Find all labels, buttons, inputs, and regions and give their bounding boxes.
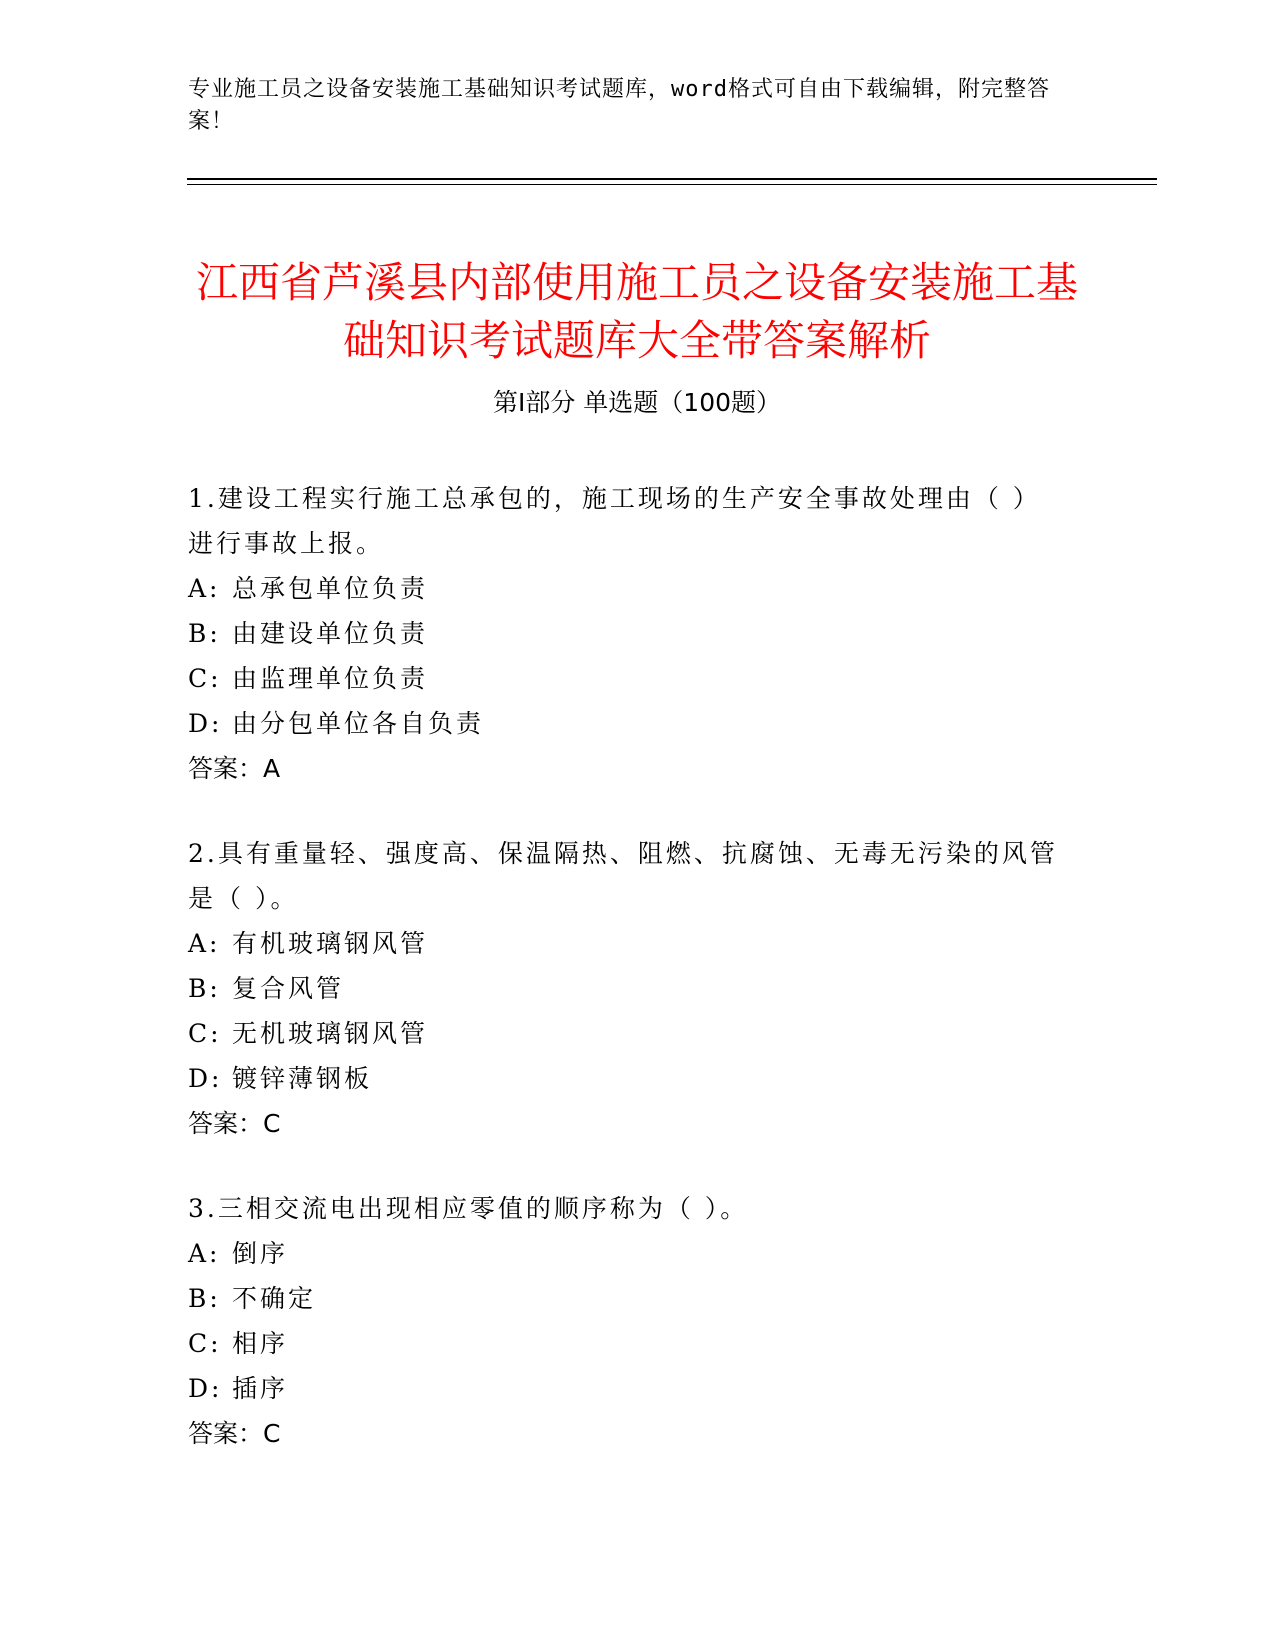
section-title: 第Ⅰ部分 单选题（100题）	[492, 388, 782, 417]
option-text: 有机玻璃钢风管	[232, 929, 429, 958]
option-c	[188, 1321, 1068, 1366]
option-c	[188, 1011, 1068, 1056]
option-b	[188, 1276, 1068, 1321]
question-stem: 3.三相交流电出现相应零值的顺序称为（ ）。	[188, 1194, 749, 1223]
option-letter: A:	[188, 1239, 221, 1268]
option-b	[188, 611, 1068, 656]
option-text: 相序	[232, 1329, 289, 1358]
option-d	[188, 1366, 1068, 1411]
option-text: 总承包单位负责	[232, 574, 429, 603]
answer-line: 答案：C	[188, 1109, 281, 1138]
option-a	[188, 1231, 1068, 1276]
question-list	[188, 476, 1068, 1496]
question-stem: 1.建设工程实行施工总承包的，施工现场的生产安全事故处理由（ ）进行事故上报。	[188, 484, 1041, 558]
option-letter: A:	[188, 929, 221, 958]
question-1	[188, 476, 1068, 791]
option-d	[188, 1056, 1068, 1101]
option-c	[188, 656, 1068, 701]
header-divider-thick	[187, 178, 1157, 180]
option-text: 倒序	[232, 1239, 289, 1268]
option-letter: B:	[188, 619, 221, 648]
option-letter: C:	[188, 1329, 222, 1358]
option-text: 复合风管	[232, 974, 345, 1003]
option-d	[188, 701, 1068, 746]
answer-line: 答案：C	[188, 1419, 281, 1448]
option-text: 由监理单位负责	[232, 664, 429, 693]
option-text: 插序	[232, 1374, 289, 1403]
option-letter: D:	[188, 1374, 223, 1403]
option-letter: D:	[188, 1064, 223, 1093]
option-a	[188, 921, 1068, 966]
header-divider-thin	[187, 184, 1157, 185]
option-letter: B:	[188, 974, 221, 1003]
option-letter: A:	[188, 574, 221, 603]
option-text: 镀锌薄钢板	[232, 1064, 373, 1093]
option-text: 无机玻璃钢风管	[232, 1019, 429, 1048]
question-2	[188, 831, 1068, 1146]
option-text: 由建设单位负责	[232, 619, 429, 648]
option-letter: D:	[188, 709, 223, 738]
question-3	[188, 1186, 1068, 1456]
option-text: 由分包单位各自负责	[232, 709, 485, 738]
option-text: 不确定	[232, 1284, 317, 1313]
option-letter: C:	[188, 1019, 222, 1048]
option-a	[188, 566, 1068, 611]
answer-line: 答案：A	[188, 754, 281, 783]
header-note: 专业施工员之设备安装施工基础知识考试题库，word格式可自由下载编辑，附完整答案！	[188, 77, 1050, 134]
document-title: 江西省芦溪县内部使用施工员之设备安装施工基础知识考试题库大全带答案解析	[195, 258, 1078, 366]
question-stem: 2.具有重量轻、强度高、保温隔热、阻燃、抗腐蚀、无毒无污染的风管是（ ）。	[188, 839, 1058, 913]
option-letter: B:	[188, 1284, 221, 1313]
option-letter: C:	[188, 664, 222, 693]
option-b	[188, 966, 1068, 1011]
